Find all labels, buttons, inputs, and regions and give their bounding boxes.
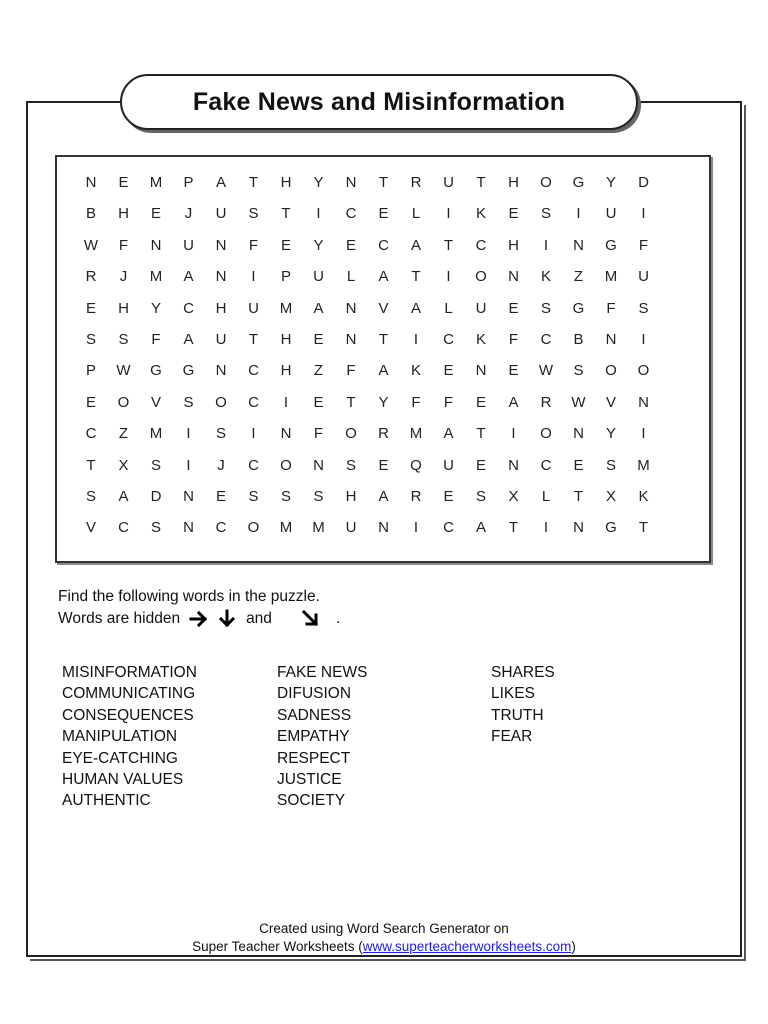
instructions-period: .: [335, 610, 341, 627]
grid-letter: H: [280, 331, 292, 348]
grid-letter: I: [543, 519, 549, 537]
word-list-item: HUMAN VALUES: [62, 771, 184, 789]
grid-letter: N: [345, 299, 357, 317]
grid-letter: O: [540, 174, 552, 191]
grid-letter: T: [346, 393, 356, 411]
grid-letter: I: [511, 425, 516, 443]
grid-letter: E: [313, 331, 324, 348]
grid-letter: E: [508, 205, 519, 223]
footer-link[interactable]: www.superteacherworksheets.com: [362, 939, 572, 954]
grid-letter: A: [378, 488, 389, 505]
grid-letter: N: [183, 519, 194, 537]
grid-letter: I: [641, 331, 646, 348]
grid-letter: E: [215, 488, 226, 505]
grid-letter: S: [280, 488, 291, 505]
grid-letter: A: [378, 362, 389, 380]
grid-letter: F: [443, 393, 454, 411]
word-list-item: MISINFORMATION: [62, 664, 197, 681]
word-search-grid: [55, 155, 711, 563]
arrow-down-icon: [216, 608, 238, 630]
grid-letter: R: [410, 174, 422, 191]
grid-letter: V: [150, 393, 161, 411]
grid-letter: O: [475, 268, 487, 286]
grid-row: [57, 205, 709, 237]
grid-letter: S: [150, 456, 161, 474]
grid-letter: I: [251, 268, 256, 286]
word-list-item: TRUTH: [491, 706, 544, 724]
grid-letter: C: [443, 519, 454, 537]
grid-letter: J: [184, 205, 193, 223]
grid-letter: X: [508, 488, 519, 505]
grid-letter: O: [280, 456, 292, 474]
grid-letter: W: [116, 362, 131, 380]
grid-letter: E: [85, 393, 96, 411]
grid-letter: U: [215, 205, 227, 223]
word-list-item: SHARES: [491, 664, 555, 681]
grid-letter: S: [183, 393, 194, 411]
grid-letter: M: [149, 425, 163, 443]
footer-credit-end: ): [571, 939, 576, 954]
grid-letter: Y: [605, 174, 616, 191]
grid-letter: C: [540, 331, 552, 348]
grid-letter: T: [248, 174, 259, 191]
grid-letter: H: [118, 299, 129, 317]
grid-letter: N: [313, 456, 324, 474]
grid-letter: U: [443, 174, 454, 191]
grid-letter: H: [215, 299, 227, 317]
grid-letter: R: [410, 488, 422, 505]
word-list-item: RESPECT: [277, 749, 351, 767]
grid-letter: N: [150, 236, 162, 254]
grid-letter: N: [345, 174, 357, 191]
grid-row: [57, 519, 709, 551]
grid-row: [57, 331, 709, 363]
grid-letter: G: [572, 299, 585, 317]
grid-row: [57, 174, 709, 206]
grid-letter: E: [150, 205, 161, 223]
grid-letter: O: [540, 425, 552, 443]
word-list-item: MANIPULATION: [62, 728, 178, 746]
word-list-item: EMPATHY: [277, 728, 350, 746]
grid-letter: P: [183, 174, 194, 191]
grid-letter: C: [475, 236, 487, 254]
grid-letter: T: [411, 268, 421, 286]
grid-letter: C: [345, 205, 357, 223]
grid-letter: N: [475, 362, 487, 380]
grid-letter: O: [605, 362, 617, 380]
word-list-item: FAKE NEWS: [277, 664, 368, 681]
grid-letter: I: [316, 205, 321, 223]
grid-letter: N: [573, 425, 584, 443]
grid-letter: S: [118, 331, 129, 348]
grid-letter: T: [476, 174, 486, 191]
word-list-item: LIKES: [491, 685, 535, 703]
grid-letter: N: [280, 425, 292, 443]
grid-letter: C: [215, 519, 227, 537]
word-list-column-1: [62, 662, 197, 812]
grid-letter: N: [508, 456, 519, 474]
grid-letter: A: [475, 519, 486, 537]
grid-letter: L: [411, 205, 421, 223]
grid-letter: C: [378, 236, 389, 254]
grid-letter: U: [248, 299, 259, 317]
grid-letter: N: [345, 331, 357, 348]
grid-letter: S: [248, 488, 259, 505]
grid-letter: C: [248, 393, 259, 411]
grid-letter: C: [248, 456, 259, 474]
grid-letter: T: [378, 174, 389, 191]
grid-letter: F: [346, 362, 356, 380]
grid-letter: Q: [410, 456, 422, 474]
grid-letter: C: [85, 425, 97, 443]
grid-letter: I: [413, 331, 419, 348]
grid-letter: Y: [605, 425, 616, 443]
grid-letter: F: [508, 331, 519, 348]
grid-letter: H: [508, 174, 519, 191]
grid-letter: I: [446, 205, 451, 223]
grid-letter: Y: [313, 236, 324, 254]
grid-letter: U: [183, 236, 194, 254]
grid-letter: F: [313, 425, 324, 443]
grid-row: [57, 394, 709, 426]
grid-letter: S: [475, 488, 486, 505]
grid-letter: E: [443, 362, 454, 380]
grid-letter: F: [411, 393, 421, 411]
grid-letter: N: [378, 519, 389, 537]
grid-letter: T: [443, 236, 454, 254]
grid-letter: S: [638, 299, 649, 317]
instructions-line1: Find the following words in the puzzle.: [58, 588, 320, 605]
arrow-diagonal-icon: [300, 608, 322, 630]
grid-letter: N: [183, 488, 194, 505]
grid-letter: T: [508, 519, 519, 537]
grid-letter: Z: [118, 425, 129, 443]
grid-letter: J: [217, 456, 225, 474]
grid-row: [57, 425, 709, 457]
page-title: Fake News and Misinformation: [192, 87, 566, 116]
grid-letter: V: [85, 519, 96, 537]
grid-letter: M: [637, 456, 650, 474]
grid-letter: I: [543, 236, 549, 254]
grid-letter: A: [378, 268, 389, 286]
grid-letter: N: [215, 236, 227, 254]
grid-letter: V: [605, 393, 616, 411]
grid-letter: U: [313, 268, 324, 286]
footer: [0, 920, 768, 956]
grid-letter: C: [118, 519, 129, 537]
grid-letter: W: [538, 362, 554, 380]
grid-letter: Y: [150, 299, 161, 317]
arrow-right-icon: [188, 608, 210, 630]
grid-letter: K: [475, 331, 486, 348]
grid-letter: S: [85, 331, 96, 348]
word-list-item: JUSTICE: [277, 771, 342, 789]
grid-letter: F: [151, 331, 161, 348]
grid-letter: S: [573, 362, 584, 380]
grid-letter: U: [638, 268, 649, 286]
grid-letter: I: [576, 205, 581, 223]
grid-letter: S: [540, 205, 551, 223]
word-list-column-2: [277, 662, 367, 812]
grid-letter: T: [476, 425, 486, 443]
grid-letter: F: [248, 236, 259, 254]
word-list-item: AUTHENTIC: [62, 792, 151, 810]
grid-letter: A: [443, 425, 454, 443]
instructions: [58, 586, 340, 630]
grid-row: [57, 268, 709, 300]
grid-letter: N: [215, 268, 227, 286]
word-list-item: SADNESS: [277, 706, 352, 724]
grid-letter: N: [85, 174, 97, 191]
grid-letter: E: [85, 299, 96, 317]
grid-letter: O: [637, 362, 650, 380]
grid-letter: A: [183, 268, 194, 286]
word-list-column-3: [491, 662, 555, 748]
grid-letter: U: [605, 205, 617, 223]
grid-letter: G: [605, 236, 617, 254]
grid-letter: M: [312, 519, 325, 537]
grid-letter: R: [378, 425, 389, 443]
word-list-item: CONSEQUENCES: [62, 706, 194, 724]
grid-letter: F: [118, 236, 129, 254]
grid-letter: U: [475, 299, 487, 317]
grid-letter: O: [247, 519, 260, 537]
grid-row: [57, 457, 709, 489]
grid-letter: A: [410, 299, 421, 317]
grid-letter: C: [443, 331, 454, 348]
grid-letter: M: [279, 519, 293, 537]
footer-line2: [0, 938, 768, 956]
grid-letter: E: [345, 236, 356, 254]
grid-letter: L: [541, 488, 551, 505]
grid-letter: E: [378, 205, 389, 223]
grid-letter: E: [475, 456, 486, 474]
grid-row: [57, 488, 709, 520]
grid-letter: E: [443, 488, 454, 505]
grid-letter: I: [283, 393, 289, 411]
grid-letter: W: [571, 393, 586, 411]
grid-letter: N: [573, 236, 584, 254]
grid-letter: A: [183, 331, 194, 348]
grid-letter: G: [182, 362, 195, 380]
grid-letter: M: [149, 268, 163, 286]
grid-letter: T: [573, 488, 584, 505]
grid-letter: A: [215, 174, 226, 191]
grid-letter: M: [149, 174, 163, 191]
grid-letter: B: [573, 331, 584, 348]
grid-letter: Y: [378, 393, 389, 411]
grid-letter: T: [378, 331, 389, 348]
grid-letter: E: [508, 299, 519, 317]
grid-row: [57, 237, 709, 269]
grid-letter: E: [508, 362, 519, 380]
grid-letter: C: [540, 456, 552, 474]
grid-letter: S: [248, 205, 259, 223]
grid-letter: Z: [573, 268, 584, 286]
grid-letter: N: [605, 331, 617, 348]
grid-letter: D: [638, 174, 649, 191]
instructions-hidden-label: Words are hidden: [58, 610, 181, 627]
grid-letter: R: [85, 268, 97, 286]
grid-letter: T: [86, 456, 96, 474]
grid-letter: S: [540, 299, 551, 317]
grid-letter: E: [378, 456, 389, 474]
grid-letter: G: [572, 174, 585, 191]
grid-letter: N: [638, 393, 649, 411]
grid-letter: I: [641, 205, 646, 223]
grid-letter: S: [605, 456, 616, 474]
grid-letter: Z: [313, 362, 324, 380]
grid-letter: I: [413, 519, 419, 537]
grid-letter: J: [119, 268, 128, 286]
grid-letter: A: [410, 236, 421, 254]
word-list-item: SOCIETY: [277, 792, 346, 810]
grid-letter: X: [605, 488, 616, 505]
grid-letter: E: [118, 174, 129, 191]
grid-letter: D: [150, 488, 162, 505]
grid-letter: N: [215, 362, 227, 380]
grid-letter: H: [280, 174, 292, 191]
grid-letter: H: [280, 362, 292, 380]
word-list-item: DIFUSION: [277, 685, 352, 703]
grid-letter: S: [345, 456, 356, 474]
grid-letter: O: [215, 393, 227, 411]
grid-letter: L: [444, 299, 453, 317]
grid-letter: N: [508, 268, 519, 286]
grid-letter: I: [186, 456, 191, 474]
grid-letter: P: [280, 268, 291, 286]
instructions-and-label: and: [246, 610, 272, 627]
grid-letter: B: [85, 205, 96, 223]
grid-letter: I: [446, 268, 451, 286]
grid-letter: E: [573, 456, 584, 474]
grid-letter: F: [638, 236, 649, 254]
grid-letter: T: [638, 519, 649, 537]
grid-letter: M: [409, 425, 423, 443]
grid-letter: H: [345, 488, 357, 505]
grid-letter: C: [248, 362, 259, 380]
word-list-item: COMMUNICATING: [62, 685, 196, 703]
grid-letter: I: [641, 425, 646, 443]
footer-line1: Created using Word Search Generator on: [259, 921, 509, 936]
grid-letter: M: [279, 299, 293, 317]
grid-letter: A: [508, 393, 519, 411]
grid-letter: K: [475, 205, 486, 223]
grid-letter: V: [378, 299, 389, 317]
grid-letter: S: [215, 425, 226, 443]
word-list-item: EYE-CATCHING: [62, 749, 178, 767]
grid-letter: K: [540, 268, 551, 286]
grid-letter: S: [150, 519, 161, 537]
grid-letter: G: [150, 362, 162, 380]
grid-letter: O: [345, 425, 357, 443]
grid-letter: E: [313, 393, 324, 411]
grid-letter: S: [85, 488, 96, 505]
grid-letter: S: [313, 488, 324, 505]
grid-letter: P: [85, 362, 96, 380]
title-banner: [120, 74, 638, 130]
grid-letter: I: [251, 425, 256, 443]
grid-letter: A: [313, 299, 324, 317]
grid-letter: F: [606, 299, 616, 317]
grid-letter: W: [83, 236, 99, 254]
grid-letter: O: [117, 393, 130, 411]
grid-letter: G: [605, 519, 617, 537]
grid-letter: K: [638, 488, 649, 505]
grid-letter: U: [443, 456, 454, 474]
grid-letter: Y: [313, 174, 324, 191]
grid-letter: H: [508, 236, 519, 254]
grid-letter: E: [280, 236, 291, 254]
grid-letter: N: [573, 519, 584, 537]
grid-letter: T: [248, 331, 259, 348]
grid-letter: T: [281, 205, 291, 223]
grid-letter: E: [475, 393, 486, 411]
word-list-item: FEAR: [491, 728, 533, 746]
instructions-line2: [58, 608, 340, 630]
grid-letter: A: [118, 488, 129, 505]
grid-letter: C: [183, 299, 194, 317]
grid-letter: K: [410, 362, 421, 380]
grid-letter: I: [186, 425, 191, 443]
grid-letter: L: [346, 268, 356, 286]
grid-letter: U: [345, 519, 357, 537]
grid-letter: X: [118, 456, 129, 474]
grid-letter: M: [604, 268, 618, 286]
grid-row: [57, 300, 709, 332]
footer-credit: Super Teacher Worksheets (: [192, 939, 363, 954]
grid-letter: R: [540, 393, 552, 411]
grid-row: [57, 362, 709, 394]
grid-letter: U: [215, 331, 227, 348]
grid-letter: H: [118, 205, 129, 223]
